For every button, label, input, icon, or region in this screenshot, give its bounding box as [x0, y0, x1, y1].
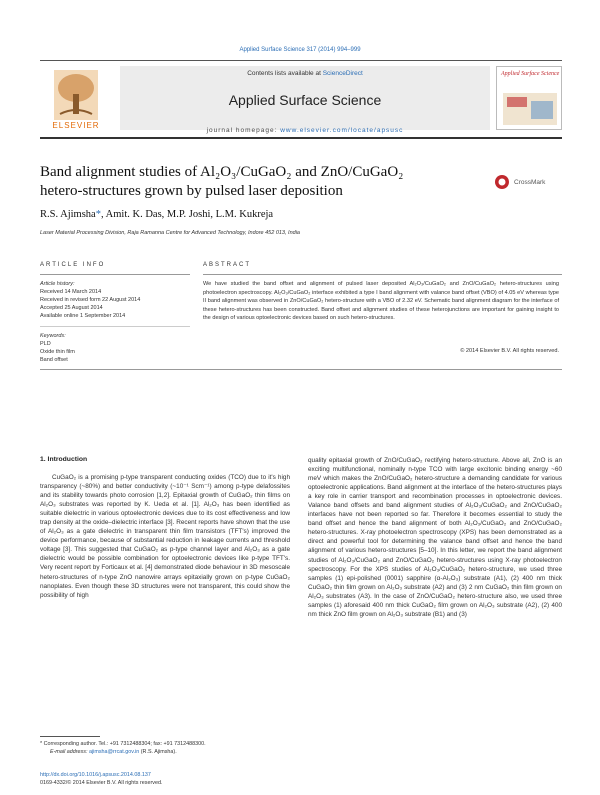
history-item: Available online 1 September 2014 — [40, 313, 126, 319]
article-title — [40, 163, 470, 201]
header-bottom-rule — [40, 137, 562, 139]
elsevier-wordmark: ELSEVIER — [52, 121, 100, 130]
keyword-item: Band offset — [40, 357, 68, 363]
keyword-item: Oxide thin film — [40, 349, 75, 355]
history-item: Received in revised form 22 August 2014 — [40, 297, 141, 303]
crossmark-label: CrossMark — [514, 178, 546, 186]
sciencedirect-link[interactable]: ScienceDirect — [322, 70, 363, 77]
abstract-copyright: © 2014 Elsevier B.V. All rights reserved. — [460, 348, 559, 354]
issn-line: 0169-4332/© 2014 Elsevier B.V. All rights reserved. — [40, 779, 163, 786]
email-line — [40, 749, 300, 757]
journal-homepage — [120, 127, 490, 134]
keywords-label: Keywords: — [40, 333, 66, 339]
article-info-rule — [40, 274, 190, 275]
doi-block — [40, 772, 300, 787]
journal-cover[interactable] — [496, 66, 562, 130]
abstract-text: We have studied the band offset and alignment of pulsed laser deposited Al₂O₃/CuGaO₂ and ZnO/CuGaO₂ hetero-structures using photoelectron spectroscopy. Al₂O₃/CuGaO₂ interface exhibited a type I band alignment with valance band offset (VBO) of 4.05 eV whereas type II band alignment was observed in ZnO/CuGaO₂ hetero-structure with a VBO of 2.32 eV. Schematic band alignment diagram for the interface of these hetero-structures has been constructed. Band offset and alignment studies of these heterojunctions are important for gaining insight to the design of various optoelectronic devices based on such hetero-structures. — [203, 281, 559, 322]
contents-line — [120, 70, 490, 77]
email-suffix: (R.S. Ajimsha). — [139, 748, 177, 755]
title-line-2: hetero-structures grown by pulsed laser deposition — [40, 182, 343, 199]
cover-art-icon — [503, 93, 557, 125]
journal-name: Applied Surface Science — [228, 92, 382, 108]
keywords — [40, 332, 190, 364]
other-authors: , Amit. K. Das, M.P. Joshi, L.M. Kukreja — [100, 209, 274, 220]
header-rule — [40, 60, 562, 61]
author-list — [40, 209, 273, 220]
abstract-rule — [203, 274, 562, 275]
journal-citation[interactable]: Applied Surface Science 317 (2014) 994–999 — [239, 47, 361, 53]
cover-title: Applied Surface Science — [501, 71, 560, 77]
intro-left-column: CuGaO₂ is a promising p-type transparent conducting oxides (TCO) due to it's high transparency (~80%) and better conductivity (~10⁻¹ Scm⁻¹) among p-type delafossites and its stability towards photo corrosion [1,2]. Epitaxial growth of CuGaO₂ thin films on Al₂O₃ substrates was reported by K. Ueda et al. [1]. Al₂O₃ has been identified as suitable dielectric in various optoelectronic devices due to its cost effectiveness and low trap density at the oxide–dielectric interface [3]. Recent reports have shown that the use of Al₂O₃ as a gate dielectric in transparent thin film transistors (TFT's) improved the device performance, because of substantial reduction in leakage currents and threshold voltage [3]. This suggested that CuGaO₂ as p-type channel layer and Al₂O₃ as a gate dielectric would be possible combination for optoelectronic devices like p-type TFT's. Very recent report by Forticaux et al. [4] demonstrated diode behaviour in 3D mesoscale hetero-structures of n-type ZnO nanowire arrays epitaxially grown on p-type CuGaO₂ nanoplates. Even though these 3D structures were not transparent, this could show the possibility of high — [40, 474, 290, 599]
email-label: E-mail address: — [50, 748, 89, 755]
article-history — [40, 280, 190, 320]
intro-right-column: quality epitaxial growth of ZnO/CuGaO₂ rectifying hetero-structure. Above all, ZnO is an exciting multifunctional, nominally n-type TCO with large excitonic binding energy ~60 meV which makes the ZnO/CuGaO₂ hetero-structure a demanding candidate for various optoelectronic applications. Band alignment at the interface of the hetero-structures plays a key role in carrier transport and recombination processes in optoelectronic devices. Valance band offsets and band alignment studies of Al₂O₃/CuGaO₂ and ZnO/CuGaO₂ interfaces have not been reported so far. Therefore it becomes essential to study the band offset and hence the band alignment of both Al₂O₃/CuGaO₂ and ZnO/CuGaO₂ hetero-structures. X-ray photoelectron spectroscopy (XPS) has been demonstrated as a direct and powerful tool for determining the valance band offset and hence the band alignment of various hetero-structures [5–10]. In this letter, we report the band alignment studies of Al₂O₃/CuGaO₂ and ZnO/CuGaO₂ hetero-structures using X-ray photoelectron spectroscopy. For the XPS studies of Al₂O₃/CuGaO₂ hetero-structure, we used three samples (1) epi-polished (0001) sapphire (α-Al₂O₃) substrate (A1), (2) 400 nm thick CuGaO₂ thin film grown on Al₂O₃ substrate (A2) and (3) 2 nm CuGaO₂ thin film grown on Al₂O₃ substrates (A3). In the case of ZnO/CuGaO₂ hetero-structure also, we used three samples (1) aforesaid 400 nm thick CuGaO₂ film grown on Al₂O₃ substrate (A2), (2) 400 nm thick ZnO film grown on Al₂O₃ substrate (B1) and (3) — [308, 457, 562, 618]
first-author[interactable]: R.S. Ajimsha — [40, 209, 96, 220]
crossmark-icon — [494, 174, 510, 190]
homepage-prefix: journal homepage: — [206, 127, 281, 134]
contents-prefix: Contents lists available at — [247, 70, 323, 77]
homepage-link[interactable]: www.elsevier.com/locate/apsusc — [280, 127, 404, 134]
crossmark-button[interactable] — [494, 173, 564, 189]
article-info-heading: ARTICLE INFO — [40, 262, 106, 268]
corresponding-note — [40, 741, 300, 756]
info-divider — [40, 326, 190, 327]
title-line-1: Band alignment studies of Al₂O₃/CuGaO₂ and ZnO/CuGaO₂ — [40, 164, 404, 180]
introduction-heading: 1. Introduction — [40, 456, 88, 463]
history-label: Article history: — [40, 281, 75, 287]
email-link[interactable]: ajimsha@rrcat.gov.in — [88, 748, 140, 755]
footnote-rule — [40, 736, 100, 737]
abstract-heading: ABSTRACT — [203, 262, 252, 268]
corresponding-author-mark[interactable]: * — [95, 209, 101, 220]
affiliation: Laser Material Processing Division, Raja Ramanna Centre for Advanced Technology, Indore 452 013, India — [40, 230, 300, 236]
keyword-item: PLD — [40, 341, 51, 347]
abstract-bottom-rule — [40, 369, 562, 370]
history-item: Received 14 March 2014 — [40, 289, 102, 295]
history-item: Accepted 25 August 2014 — [40, 305, 103, 311]
doi-link[interactable]: http://dx.doi.org/10.1016/j.apsusc.2014.08.137 — [40, 772, 151, 778]
corresponding-author-info: * Corresponding author. Tel.: +91 7312488304; fax: +91 7312488300. — [40, 741, 206, 747]
